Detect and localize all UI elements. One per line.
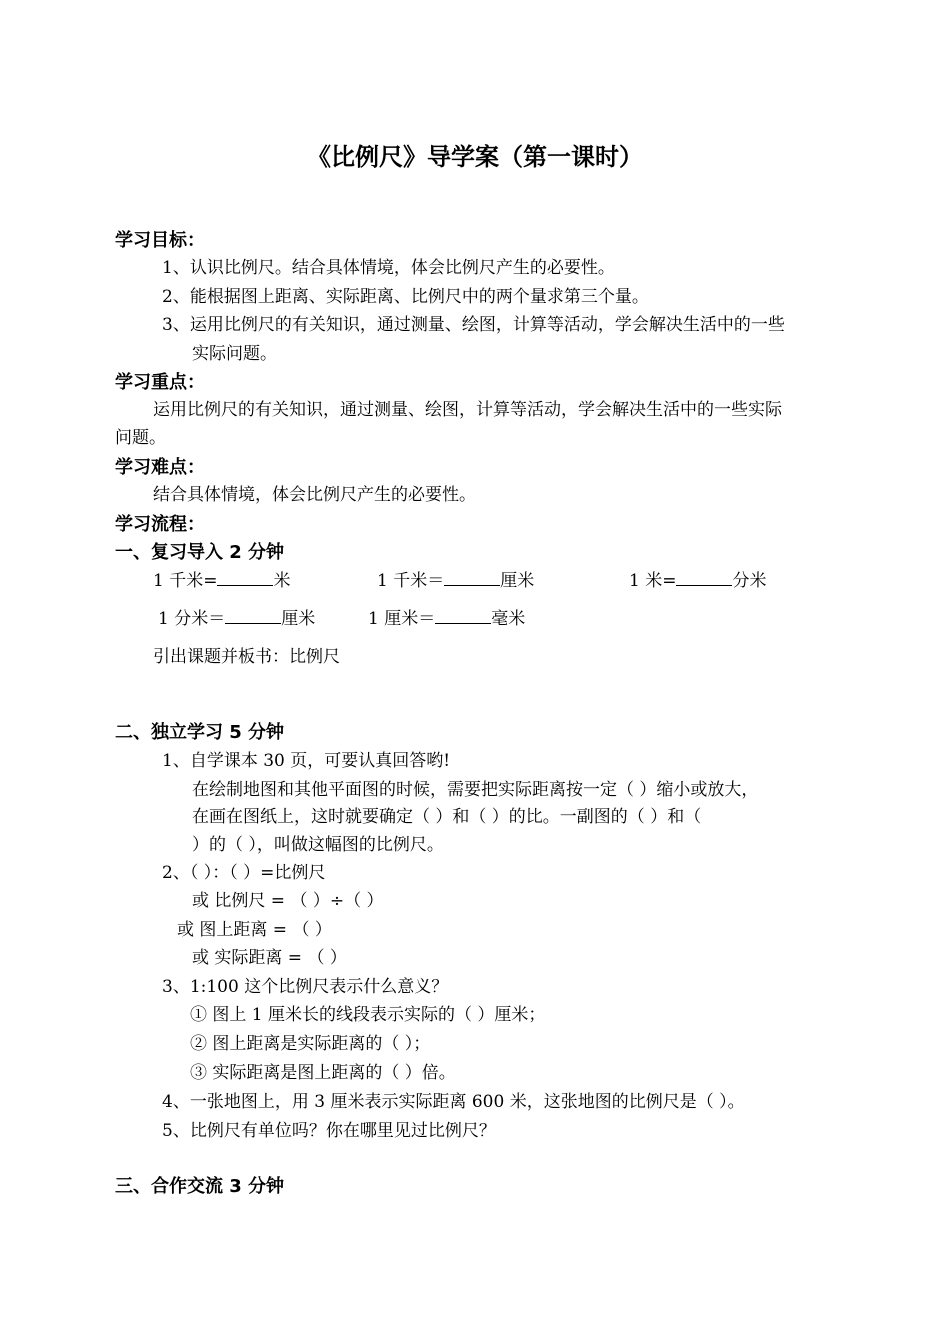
conversion-prefix: 1 千米= [153,571,218,591]
conversion-prefix: 1 分米＝ [158,609,226,629]
section2-line: 4、一张地图上，用 3 厘米表示实际距离 600 米，这张地图的比例尺是（ ）。 [162,1092,745,1112]
conversion-unit: 厘米 [281,609,316,629]
goal-item: 实际问题。 [192,344,277,364]
focus-text: 运用比例尺的有关知识，通过测量、绘图，计算等活动，学会解决生活中的一些实际 [153,400,782,420]
conversion-item [153,570,290,592]
conversion-prefix: 1 厘米＝ [368,609,436,629]
conversion-item [629,570,766,592]
section2-line: 或 实际距离 = （ ） [192,948,347,968]
goal-item: 3、运用比例尺的有关知识，通过测量、绘图，计算等活动，学会解决生活中的一些 [162,315,785,335]
fill-blank[interactable] [225,609,281,624]
fill-blank[interactable] [676,571,732,586]
section2-heading: 二、独立学习 5 分钟 [115,722,285,743]
goals-heading: 学习目标： [115,230,205,251]
goal-item: 1、认识比例尺。结合具体情境，体会比例尺产生的必要性。 [162,258,615,278]
section3-heading: 三、合作交流 3 分钟 [115,1176,285,1197]
focus-heading: 学习重点： [115,372,205,393]
section2-line: 3、1:100 这个比例尺表示什么意义？ [162,977,449,997]
section2-line: 或 比例尺 = （ ）÷（ ） [192,891,384,911]
section2-line: ③ 实际距离是图上距离的（ ）倍。 [190,1063,456,1083]
fill-blank[interactable] [217,571,273,586]
section2-line: 或 图上距离 = （ ） [177,920,332,940]
section1-heading: 一、复习导入 2 分钟 [115,542,285,563]
conversion-prefix: 1 千米＝ [377,571,445,591]
difficulty-text: 结合具体情境，体会比例尺产生的必要性。 [153,485,476,505]
section2-line: 1、自学课本 30 页，可要认真回答哟! [162,751,451,771]
conversion-prefix: 1 米= [629,571,677,591]
conversion-item [158,608,315,630]
fill-blank[interactable] [435,609,491,624]
difficulty-heading: 学习难点： [115,457,205,478]
page-title: 《比例尺》导学案（第一课时） [307,143,643,171]
fill-blank[interactable] [444,571,500,586]
conversion-unit: 毫米 [491,609,526,629]
section2-line: ② 图上距离是实际距离的（ ）； [190,1034,431,1054]
intro-text: 引出课题并板书：比例尺 [153,647,340,667]
conversion-item [377,570,534,592]
section2-line: ）的（ ），叫做这幅图的比例尺。 [192,835,444,855]
conversion-item [368,608,525,630]
focus-text: 问题。 [115,428,166,448]
section2-line: 在画在图纸上，这时就要确定（ ）和（ ）的比。一副图的（ ）和（ [192,807,702,827]
conversion-unit: 分米 [732,571,767,591]
section2-line: 在绘制地图和其他平面图的时候，需要把实际距离按一定（ ）缩小或放大， [192,780,759,800]
conversion-unit: 厘米 [500,571,535,591]
process-heading: 学习流程： [115,514,205,535]
section2-line: ① 图上 1 厘米长的线段表示实际的（ ）厘米； [190,1005,546,1025]
section2-line: 2、（ ）：（ ）=比例尺 [162,863,326,883]
conversion-unit: 米 [273,571,291,591]
section2-line: 5、比例尺有单位吗？你在哪里见过比例尺？ [162,1121,496,1141]
goal-item: 2、能根据图上距离、实际距离、比例尺中的两个量求第三个量。 [162,287,649,307]
